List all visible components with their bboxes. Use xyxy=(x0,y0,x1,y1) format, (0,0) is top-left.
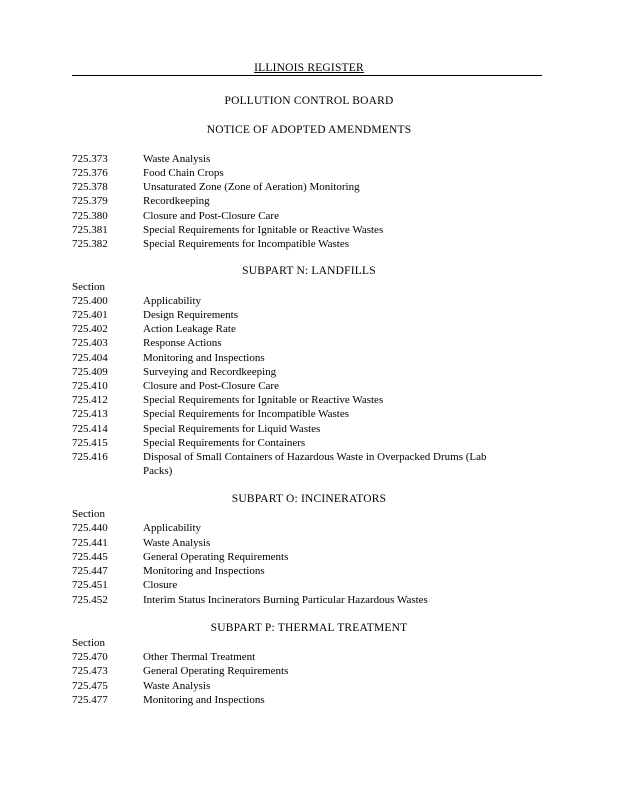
section-number: 725.412 xyxy=(72,394,108,406)
register-title-text: ILLINOIS REGISTER xyxy=(250,62,368,74)
section-number: 725.452 xyxy=(72,594,108,606)
section-title: Applicability xyxy=(143,295,202,307)
register-title xyxy=(0,62,618,74)
section-title: Closure and Post-Closure Care xyxy=(143,380,279,392)
section-title: Action Leakage Rate xyxy=(143,323,236,335)
section-number: 725.403 xyxy=(72,337,108,349)
subpart-o-heading: SUBPART O: INCINERATORS xyxy=(231,493,387,505)
section-title: Waste Analysis xyxy=(143,537,211,549)
section-title: Other Thermal Treatment xyxy=(143,651,256,663)
section-number: 725.414 xyxy=(72,423,108,435)
header-rule xyxy=(72,75,542,76)
section-title: General Operating Requirements xyxy=(143,665,289,677)
section-number: 725.402 xyxy=(72,323,108,335)
section-label: Section xyxy=(72,637,105,649)
subpart-p-heading: SUBPART P: THERMAL TREATMENT xyxy=(210,622,408,634)
subpart-n-heading: SUBPART N: LANDFILLS xyxy=(242,265,376,277)
section-number: 725.445 xyxy=(72,551,108,563)
section-title: Surveying and Recordkeeping xyxy=(143,366,277,378)
section-number: 725.473 xyxy=(72,665,108,677)
section-number: 725.400 xyxy=(72,295,108,307)
section-number: 725.376 xyxy=(72,167,108,179)
section-title: Special Requirements for Containers xyxy=(143,437,306,449)
section-number: 725.447 xyxy=(72,565,108,577)
section-number: 725.401 xyxy=(72,309,108,321)
section-number: 725.451 xyxy=(72,579,108,591)
section-title: Special Requirements for Ignitable or Reactive Wastes xyxy=(143,394,384,406)
section-title: Response Actions xyxy=(143,337,222,349)
section-title: Recordkeeping xyxy=(143,195,210,207)
section-number: 725.409 xyxy=(72,366,108,378)
notice-title: NOTICE OF ADOPTED AMENDMENTS xyxy=(206,124,412,136)
section-title: Special Requirements for Incompatible Wastes xyxy=(143,238,350,250)
section-number: 725.440 xyxy=(72,522,108,534)
section-title: Applicability xyxy=(143,522,202,534)
section-title: Monitoring and Inspections xyxy=(143,694,265,706)
section-title: Waste Analysis xyxy=(143,680,211,692)
section-title: Closure and Post-Closure Care xyxy=(143,210,279,222)
section-number: 725.416 xyxy=(72,451,108,463)
section-title: Monitoring and Inspections xyxy=(143,352,265,364)
section-title: Unsaturated Zone (Zone of Aeration) Monitoring xyxy=(143,181,360,193)
section-number: 725.379 xyxy=(72,195,108,207)
section-number: 725.441 xyxy=(72,537,108,549)
section-title: General Operating Requirements xyxy=(143,551,289,563)
section-number: 725.404 xyxy=(72,352,108,364)
section-label: Section xyxy=(72,281,105,293)
section-number: 725.410 xyxy=(72,380,108,392)
board-name: POLLUTION CONTROL BOARD xyxy=(224,95,394,107)
section-title: Disposal of Small Containers of Hazardous Waste in Overpacked Drums (Lab xyxy=(143,451,487,463)
section-number: 725.470 xyxy=(72,651,108,663)
section-number: 725.380 xyxy=(72,210,108,222)
section-title: Food Chain Crops xyxy=(143,167,224,179)
section-number: 725.475 xyxy=(72,680,108,692)
section-title: Special Requirements for Incompatible Wastes xyxy=(143,408,350,420)
section-number: 725.381 xyxy=(72,224,108,236)
section-number: 725.415 xyxy=(72,437,108,449)
section-title: Closure xyxy=(143,579,178,591)
section-title: Special Requirements for Liquid Wastes xyxy=(143,423,321,435)
section-title: Design Requirements xyxy=(143,309,239,321)
section-title: Interim Status Incinerators Burning Particular Hazardous Wastes xyxy=(143,594,428,606)
section-title: Monitoring and Inspections xyxy=(143,565,265,577)
section-number: 725.413 xyxy=(72,408,108,420)
section-number: 725.382 xyxy=(72,238,108,250)
section-label: Section xyxy=(72,508,105,520)
section-number: 725.477 xyxy=(72,694,108,706)
section-title-continued: Packs) xyxy=(143,465,173,477)
section-title: Waste Analysis xyxy=(143,153,211,165)
section-title: Special Requirements for Ignitable or Reactive Wastes xyxy=(143,224,384,236)
section-number: 725.373 xyxy=(72,153,108,165)
section-number: 725.378 xyxy=(72,181,108,193)
